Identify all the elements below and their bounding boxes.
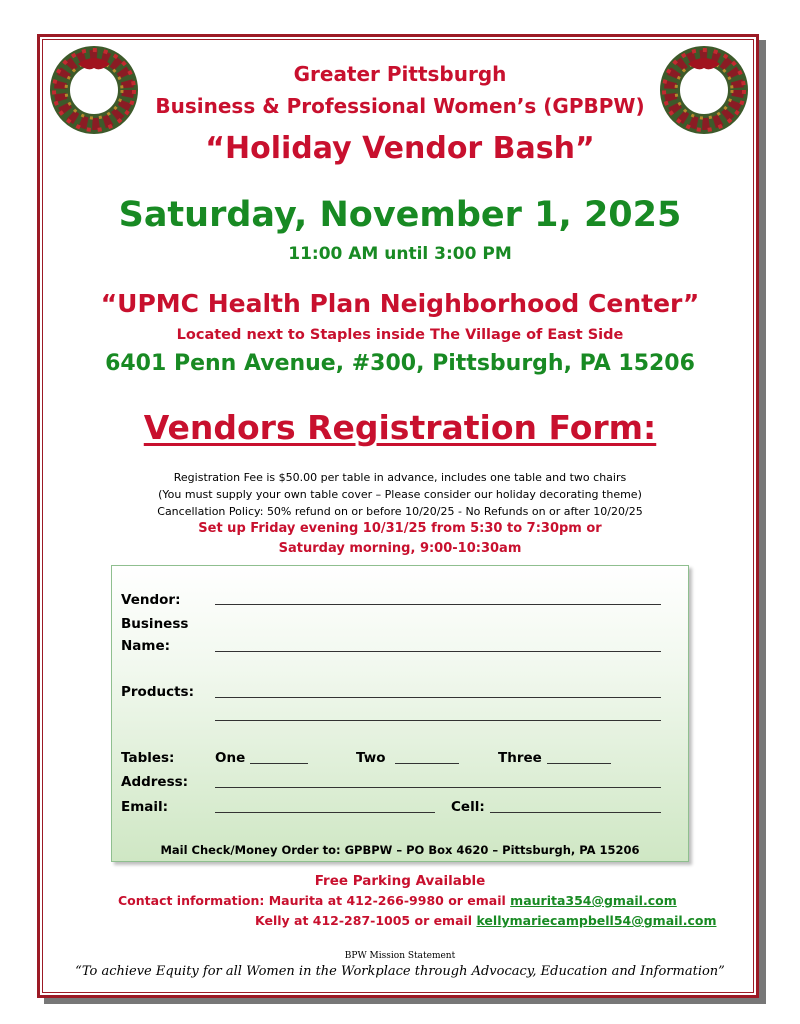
mission-heading: BPW Mission Statement (344, 951, 456, 961)
contact-line-1 (118, 893, 677, 908)
products-field-2[interactable] (215, 720, 661, 721)
registration-form-box (111, 565, 689, 862)
org-name-line2: Business & Professional Women’s (GPBPW) (155, 94, 645, 118)
business-name-field[interactable] (215, 651, 661, 652)
venue-name: “UPMC Health Plan Neighborhood Center” (100, 289, 700, 318)
venue-address: 6401 Penn Avenue, #300, Pittsburgh, PA 15206 (105, 351, 695, 376)
tables-one-field[interactable] (250, 763, 308, 764)
tables-three-label: Three (498, 750, 542, 766)
location-note: Located next to Staples inside The Village of East Side (176, 327, 624, 343)
fee-line-1: Registration Fee is $50.00 per table in advance, includes one table and two chairs (173, 471, 627, 484)
setup-line-2: Saturday morning, 9:00-10:30am (278, 541, 522, 556)
parking-note: Free Parking Available (314, 873, 486, 889)
tables-label: Tables: (121, 750, 175, 766)
mission-statement: “To achieve Equity for all Women in the Workplace through Advocacy, Education and Information” (75, 964, 725, 979)
event-title: “Holiday Vendor Bash” (205, 131, 595, 166)
business-label-2: Name: (121, 638, 171, 654)
christmas-wreath-icon (48, 44, 140, 136)
event-time: 11:00 AM until 3:00 PM (288, 244, 512, 264)
form-title: Vendors Registration Form: (143, 408, 657, 447)
tables-two-label: Two (356, 750, 386, 766)
business-label-1: Business (121, 616, 189, 632)
products-field-1[interactable] (215, 697, 661, 698)
maurita-email-link[interactable]: maurita354@gmail.com (510, 893, 677, 908)
kelly-email-link[interactable]: kellymariecampbell54@gmail.com (476, 913, 717, 928)
fee-line-2: (You must supply your own table cover – Please consider our holiday decorating theme) (158, 488, 642, 501)
cancellation-policy: Cancellation Policy: 50% refund on or before 10/20/25 - No Refunds on or after 10/20/25 (157, 505, 643, 518)
products-label: Products: (121, 684, 194, 700)
tables-two-field[interactable] (395, 763, 459, 764)
mail-to-address: Mail Check/Money Order to: GPBPW – PO Box 4620 – Pittsburgh, PA 15206 (160, 843, 640, 857)
org-name-line1: Greater Pittsburgh (293, 62, 507, 86)
tables-one-label: One (215, 750, 246, 766)
event-date: Saturday, November 1, 2025 (118, 195, 682, 235)
vendor-label: Vendor: (121, 592, 181, 608)
vendor-field[interactable] (215, 604, 661, 605)
contact-kelly-text: Kelly at 412-287-1005 or email (255, 913, 473, 928)
setup-line-1: Set up Friday evening 10/31/25 from 5:30 to 7:30pm or (198, 521, 602, 536)
contact-line-2 (255, 913, 716, 928)
email-label: Email: (121, 799, 169, 815)
christmas-wreath-icon (658, 44, 750, 136)
tables-three-field[interactable] (547, 763, 611, 764)
address-field[interactable] (215, 787, 661, 788)
contact-maurita-text: Contact information: Maurita at 412-266-9980 or email (118, 893, 506, 908)
address-label: Address: (121, 774, 189, 790)
cell-field[interactable] (490, 812, 661, 813)
email-field[interactable] (215, 812, 435, 813)
cell-label: Cell: (451, 799, 485, 815)
